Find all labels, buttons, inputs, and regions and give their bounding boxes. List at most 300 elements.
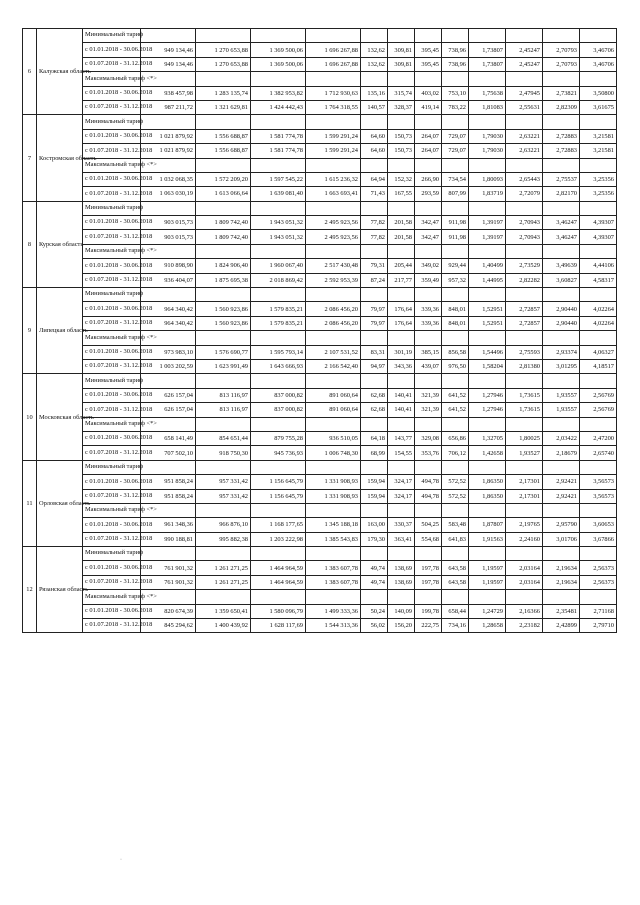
tariff-value-cell: 2 086 456,20 xyxy=(306,316,361,330)
tariff-value-cell xyxy=(506,115,543,129)
tariff-value-cell xyxy=(506,503,543,517)
tariff-value-cell: 3,60653 xyxy=(580,518,617,532)
tariff-value-cell: 1 597 545,22 xyxy=(251,172,306,186)
table-row xyxy=(23,201,617,215)
row-label: с 01.07.2018 - 31.12.2018 xyxy=(83,273,141,287)
tariff-value-cell: 1,27946 xyxy=(469,388,506,402)
row-label: с 01.01.2018 - 30.06.2018 xyxy=(83,86,141,100)
tariff-value-cell: 1 613 066,64 xyxy=(196,187,251,201)
tariff-value-cell xyxy=(361,547,388,561)
region-name: Орловская область xyxy=(37,460,83,546)
tariff-value-cell xyxy=(580,374,617,388)
tariff-value-cell: 903 015,73 xyxy=(141,216,196,230)
tariff-value-cell: 1,73807 xyxy=(469,43,506,57)
tariff-value-cell: 359,49 xyxy=(415,273,442,287)
table-row xyxy=(23,431,617,445)
tariff-value-cell: 1 464 964,59 xyxy=(251,561,306,575)
tariff-value-cell: 2,71168 xyxy=(580,604,617,618)
tariff-value-cell: 966 876,10 xyxy=(196,518,251,532)
tariff-value-cell: 2,56769 xyxy=(580,388,617,402)
tariff-value-cell: 1 599 291,24 xyxy=(306,144,361,158)
tariff-value-cell: 3,25356 xyxy=(580,172,617,186)
tariff-value-cell: 951 858,24 xyxy=(141,489,196,503)
tariff-value-cell xyxy=(388,331,415,345)
row-label: Максимальный тариф <*> xyxy=(83,503,141,517)
tariff-value-cell: 2 592 953,39 xyxy=(306,273,361,287)
tariff-value-cell: 1 560 923,86 xyxy=(196,302,251,316)
tariff-value-cell xyxy=(306,547,361,561)
row-label: с 01.07.2018 - 31.12.2018 xyxy=(83,575,141,589)
tariff-value-cell: 1 156 645,79 xyxy=(251,475,306,489)
tariff-value-cell: 329,08 xyxy=(415,431,442,445)
tariff-value-cell xyxy=(580,29,617,43)
table-row xyxy=(23,216,617,230)
tariff-value-cell xyxy=(469,460,506,474)
tariff-value-cell: 83,31 xyxy=(361,345,388,359)
row-label: Минимальный тариф xyxy=(83,115,141,129)
tariff-value-cell: 1 696 267,88 xyxy=(306,57,361,71)
tariff-value-cell: 945 736,93 xyxy=(251,446,306,460)
tariff-value-cell: 395,45 xyxy=(415,43,442,57)
tariff-value-cell: 813 116,97 xyxy=(196,403,251,417)
tariff-value-cell: 342,47 xyxy=(415,230,442,244)
tariff-value-cell: 1 261 271,25 xyxy=(196,575,251,589)
region-number: 11 xyxy=(23,460,37,546)
tariff-value-cell xyxy=(306,115,361,129)
tariff-value-cell xyxy=(361,201,388,215)
region-number: 12 xyxy=(23,547,37,633)
table-row xyxy=(23,187,617,201)
tariff-value-cell: 2,23182 xyxy=(506,619,543,633)
tariff-value-cell xyxy=(415,288,442,302)
tariff-value-cell: 1,87807 xyxy=(469,518,506,532)
tariff-value-cell: 266,90 xyxy=(415,172,442,186)
tariff-value-cell: 3,56573 xyxy=(580,475,617,489)
tariff-value-cell xyxy=(251,590,306,604)
tariff-value-cell: 658 141,49 xyxy=(141,431,196,445)
tariff-value-cell: 2,35481 xyxy=(543,604,580,618)
tariff-value-cell xyxy=(415,374,442,388)
row-label: Максимальный тариф <*> xyxy=(83,590,141,604)
tariff-value-cell: 324,17 xyxy=(388,489,415,503)
tariff-value-cell: 1 556 688,87 xyxy=(196,144,251,158)
tariff-value-cell xyxy=(196,590,251,604)
tariff-value-cell xyxy=(506,29,543,43)
tariff-value-cell: 62,68 xyxy=(361,403,388,417)
tariff-value-cell: 1 943 051,32 xyxy=(251,216,306,230)
region-name: Калужская область xyxy=(37,29,83,115)
tariff-value-cell: 2 495 923,56 xyxy=(306,216,361,230)
tariff-value-cell: 2,63221 xyxy=(506,144,543,158)
tariff-value-cell xyxy=(388,374,415,388)
table-row xyxy=(23,331,617,345)
row-label: с 01.01.2018 - 30.06.2018 xyxy=(83,259,141,273)
tariff-value-cell: 504,25 xyxy=(415,518,442,532)
tariff-value-cell: 1,73615 xyxy=(506,388,543,402)
tariff-value-cell: 2,56373 xyxy=(580,575,617,589)
row-label: Максимальный тариф <*> xyxy=(83,158,141,172)
tariff-value-cell xyxy=(141,374,196,388)
tariff-value-cell: 343,36 xyxy=(388,359,415,373)
tariff-value-cell xyxy=(251,201,306,215)
tariff-value-cell xyxy=(196,288,251,302)
tariff-value-cell: 911,98 xyxy=(442,230,469,244)
tariff-value-cell: 973 983,10 xyxy=(141,345,196,359)
tariff-value-cell: 1,79030 xyxy=(469,129,506,143)
tariff-value-cell xyxy=(251,503,306,517)
tariff-value-cell: 848,01 xyxy=(442,316,469,330)
tariff-value-cell: 2,70943 xyxy=(506,216,543,230)
tariff-value-cell: 1 579 835,21 xyxy=(251,316,306,330)
table-row xyxy=(23,532,617,546)
tariff-value-cell xyxy=(388,244,415,258)
tariff-value-cell xyxy=(442,331,469,345)
row-label: Минимальный тариф xyxy=(83,547,141,561)
tariff-value-cell xyxy=(580,288,617,302)
tariff-value-cell: 1 156 645,79 xyxy=(251,489,306,503)
tariff-value-cell: 2,47200 xyxy=(580,431,617,445)
tariff-value-cell: 879 755,28 xyxy=(251,431,306,445)
tariff-value-cell xyxy=(506,72,543,86)
tariff-value-cell xyxy=(361,29,388,43)
tariff-value-cell: 3,25356 xyxy=(580,187,617,201)
tariff-value-cell xyxy=(580,201,617,215)
tariff-value-cell: 439,07 xyxy=(415,359,442,373)
tariff-value-cell: 222,75 xyxy=(415,619,442,633)
tariff-value-cell xyxy=(388,547,415,561)
tariff-value-cell xyxy=(361,374,388,388)
tariff-value-cell: 494,78 xyxy=(415,475,442,489)
tariff-value-cell: 1,19597 xyxy=(469,561,506,575)
tariff-value-cell: 1 168 177,65 xyxy=(251,518,306,532)
tariff-value-cell: 64,18 xyxy=(361,431,388,445)
tariff-value-cell: 2,72079 xyxy=(506,187,543,201)
tariff-value-cell: 4,39307 xyxy=(580,216,617,230)
region-number: 6 xyxy=(23,29,37,115)
tariff-value-cell xyxy=(580,460,617,474)
table-row xyxy=(23,316,617,330)
tariff-value-cell xyxy=(306,460,361,474)
table-row xyxy=(23,288,617,302)
tariff-value-cell xyxy=(361,417,388,431)
tariff-value-cell: 1,52951 xyxy=(469,302,506,316)
tariff-value-cell xyxy=(415,503,442,517)
tariff-value-cell: 159,94 xyxy=(361,489,388,503)
tariff-value-cell: 201,58 xyxy=(388,216,415,230)
tariff-value-cell: 4,58317 xyxy=(580,273,617,287)
tariff-value-cell: 1 464 964,59 xyxy=(251,575,306,589)
tariff-value-cell xyxy=(388,158,415,172)
tariff-value-cell xyxy=(361,244,388,258)
tariff-value-cell: 1 270 653,88 xyxy=(196,43,251,57)
tariff-value-cell: 1 369 500,06 xyxy=(251,43,306,57)
tariff-value-cell xyxy=(361,115,388,129)
tariff-value-cell: 854 651,44 xyxy=(196,431,251,445)
tariff-value-cell: 1,39197 xyxy=(469,230,506,244)
tariff-value-cell: 1 579 835,21 xyxy=(251,302,306,316)
tariff-value-cell: 3,60827 xyxy=(543,273,580,287)
tariff-value-cell: 79,97 xyxy=(361,316,388,330)
tariff-value-cell: 87,24 xyxy=(361,273,388,287)
tariff-value-cell xyxy=(306,331,361,345)
tariff-value-cell: 2,73821 xyxy=(543,86,580,100)
tariff-value-cell: 951 858,24 xyxy=(141,475,196,489)
tariff-value-cell: 1 321 629,81 xyxy=(196,100,251,114)
tariff-value-cell: 1 809 742,40 xyxy=(196,230,251,244)
table-row xyxy=(23,619,617,633)
tariff-value-cell xyxy=(306,72,361,86)
tariff-value-cell: 643,58 xyxy=(442,561,469,575)
tariff-value-cell: 1,40499 xyxy=(469,259,506,273)
tariff-value-cell: 309,81 xyxy=(388,57,415,71)
row-label: с 01.01.2018 - 30.06.2018 xyxy=(83,216,141,230)
tariff-value-cell: 328,37 xyxy=(388,100,415,114)
tariff-value-cell xyxy=(196,503,251,517)
tariff-value-cell: 2,42899 xyxy=(543,619,580,633)
tariff-value-cell xyxy=(543,115,580,129)
tariff-value-cell: 2,72883 xyxy=(543,144,580,158)
tariff-value-cell xyxy=(442,29,469,43)
tariff-value-cell: 961 348,36 xyxy=(141,518,196,532)
tariff-value-cell: 2,56769 xyxy=(580,403,617,417)
tariff-value-cell: 820 674,39 xyxy=(141,604,196,618)
tariff-value-cell xyxy=(388,590,415,604)
table-row xyxy=(23,374,617,388)
tariff-value-cell: 2,92421 xyxy=(543,489,580,503)
tariff-value-cell: 140,09 xyxy=(388,604,415,618)
page-mark: · xyxy=(120,857,122,863)
tariff-value-cell xyxy=(543,331,580,345)
tariff-value-cell: 179,30 xyxy=(361,532,388,546)
tariff-value-cell: 976,50 xyxy=(442,359,469,373)
tariff-value-cell: 494,78 xyxy=(415,489,442,503)
tariff-value-cell xyxy=(415,29,442,43)
tariff-value-cell: 1,19597 xyxy=(469,575,506,589)
tariff-value-cell: 761 901,32 xyxy=(141,575,196,589)
tariff-value-cell xyxy=(306,29,361,43)
region-name: Костромская область xyxy=(37,115,83,201)
tariff-value-cell xyxy=(580,503,617,517)
tariff-value-cell: 3,50800 xyxy=(580,86,617,100)
tariff-value-cell: 1 021 879,92 xyxy=(141,144,196,158)
tariff-value-cell xyxy=(251,72,306,86)
tariff-value-cell xyxy=(251,374,306,388)
tariff-value-cell xyxy=(306,417,361,431)
tariff-value-cell xyxy=(469,29,506,43)
tariff-value-cell xyxy=(361,503,388,517)
tariff-value-cell: 1,52951 xyxy=(469,316,506,330)
tariff-value-cell xyxy=(361,590,388,604)
tariff-value-cell: 2,16366 xyxy=(506,604,543,618)
tariff-value-cell xyxy=(415,547,442,561)
tariff-value-cell xyxy=(415,115,442,129)
tariff-value-cell xyxy=(543,590,580,604)
tariff-value-cell xyxy=(388,460,415,474)
tariff-value-cell: 1,80025 xyxy=(506,431,543,445)
tariff-value-cell: 641,52 xyxy=(442,403,469,417)
tariff-value-cell: 734,16 xyxy=(442,619,469,633)
tariff-value-cell xyxy=(141,460,196,474)
tariff-value-cell xyxy=(580,331,617,345)
tariff-value-cell xyxy=(196,201,251,215)
tariff-value-cell xyxy=(442,417,469,431)
tariff-value-cell: 729,07 xyxy=(442,144,469,158)
tariff-value-cell: 1 556 688,87 xyxy=(196,129,251,143)
tariff-value-cell: 2,72857 xyxy=(506,302,543,316)
tariff-value-cell: 1 359 650,41 xyxy=(196,604,251,618)
tariff-value-cell: 64,94 xyxy=(361,172,388,186)
tariff-value-cell: 315,74 xyxy=(388,86,415,100)
tariff-value-cell: 2,81380 xyxy=(506,359,543,373)
tariff-value-cell xyxy=(196,460,251,474)
tariff-value-cell: 2,17301 xyxy=(506,489,543,503)
tariff-value-cell: 2,90440 xyxy=(543,316,580,330)
tariff-value-cell: 1 006 748,30 xyxy=(306,446,361,460)
tariff-value-cell: 1,86350 xyxy=(469,489,506,503)
tariff-value-cell xyxy=(543,244,580,258)
tariff-value-cell: 891 060,64 xyxy=(306,388,361,402)
tariff-value-cell xyxy=(141,547,196,561)
tariff-value-cell: 163,00 xyxy=(361,518,388,532)
row-label: Максимальный тариф <*> xyxy=(83,331,141,345)
tariff-value-cell: 3,46247 xyxy=(543,230,580,244)
table-row xyxy=(23,259,617,273)
tariff-value-cell: 1,42658 xyxy=(469,446,506,460)
tariff-value-cell: 1 032 068,35 xyxy=(141,172,196,186)
tariff-value-cell: 936 404,07 xyxy=(141,273,196,287)
tariff-value-cell: 734,54 xyxy=(442,172,469,186)
tariff-value-cell: 94,97 xyxy=(361,359,388,373)
tariff-value-cell xyxy=(141,29,196,43)
tariff-value-cell: 2,90440 xyxy=(543,302,580,316)
tariff-value-cell: 1 943 051,32 xyxy=(251,230,306,244)
tariff-value-cell: 626 157,04 xyxy=(141,388,196,402)
tariff-value-cell: 2,65443 xyxy=(506,172,543,186)
tariff-value-cell: 385,15 xyxy=(415,345,442,359)
tariff-value-cell: 656,86 xyxy=(442,431,469,445)
tariff-value-cell: 1 021 879,92 xyxy=(141,129,196,143)
tariff-value-cell: 572,52 xyxy=(442,489,469,503)
tariff-value-cell xyxy=(442,460,469,474)
tariff-value-cell: 1 595 793,14 xyxy=(251,345,306,359)
tariff-value-cell: 706,12 xyxy=(442,446,469,460)
tariff-value-cell xyxy=(442,115,469,129)
tariff-value-cell: 911,98 xyxy=(442,216,469,230)
tariff-value-cell: 1 615 236,32 xyxy=(306,172,361,186)
region-number: 10 xyxy=(23,374,37,460)
tariff-value-cell: 1 576 690,77 xyxy=(196,345,251,359)
tariff-value-cell: 1 383 607,78 xyxy=(306,575,361,589)
tariff-value-cell: 2 166 542,40 xyxy=(306,359,361,373)
tariff-value-cell: 293,59 xyxy=(415,187,442,201)
tariff-value-cell: 264,07 xyxy=(415,144,442,158)
row-label: с 01.07.2018 - 31.12.2018 xyxy=(83,619,141,633)
table-row xyxy=(23,503,617,517)
row-label: с 01.07.2018 - 31.12.2018 xyxy=(83,187,141,201)
tariff-value-cell xyxy=(388,503,415,517)
tariff-value-cell xyxy=(361,288,388,302)
tariff-value-cell: 641,83 xyxy=(442,532,469,546)
tariff-value-cell: 199,78 xyxy=(415,604,442,618)
table-row xyxy=(23,561,617,575)
table-row xyxy=(23,345,617,359)
tariff-value-cell xyxy=(415,590,442,604)
tariff-value-cell xyxy=(543,288,580,302)
tariff-value-cell: 1 383 607,78 xyxy=(306,561,361,575)
table-row xyxy=(23,604,617,618)
tariff-value-cell: 2,03164 xyxy=(506,561,543,575)
row-label: Максимальный тариф <*> xyxy=(83,244,141,258)
tariff-value-cell: 1,93527 xyxy=(506,446,543,460)
tariff-value-cell: 3,49639 xyxy=(543,259,580,273)
row-label: с 01.07.2018 - 31.12.2018 xyxy=(83,100,141,114)
tariff-value-cell: 2,70793 xyxy=(543,43,580,57)
tariff-value-cell xyxy=(361,158,388,172)
tariff-value-cell: 4,02264 xyxy=(580,316,617,330)
tariff-value-cell: 957,32 xyxy=(442,273,469,287)
tariff-value-cell xyxy=(196,158,251,172)
tariff-value-cell: 140,41 xyxy=(388,388,415,402)
tariff-value-cell: 738,96 xyxy=(442,57,469,71)
tariff-value-cell: 167,55 xyxy=(388,187,415,201)
row-label: с 01.07.2018 - 31.12.2018 xyxy=(83,403,141,417)
tariff-value-cell: 1,54496 xyxy=(469,345,506,359)
tariff-value-cell: 903 015,73 xyxy=(141,230,196,244)
tariff-value-cell: 135,16 xyxy=(361,86,388,100)
tariff-value-cell xyxy=(306,503,361,517)
tariff-value-cell xyxy=(442,590,469,604)
tariff-value-cell: 554,68 xyxy=(415,532,442,546)
row-label: Максимальный тариф <*> xyxy=(83,72,141,86)
tariff-value-cell xyxy=(469,72,506,86)
tariff-value-cell xyxy=(543,374,580,388)
tariff-value-cell xyxy=(251,158,306,172)
tariff-value-cell xyxy=(415,460,442,474)
tariff-value-cell: 1 623 991,49 xyxy=(196,359,251,373)
tariff-value-cell xyxy=(506,547,543,561)
tariff-value-cell: 1 424 442,43 xyxy=(251,100,306,114)
tariff-value-cell: 403,02 xyxy=(415,86,442,100)
tariff-value-cell xyxy=(469,503,506,517)
tariff-value-cell: 363,41 xyxy=(388,532,415,546)
tariff-value-cell: 837 000,82 xyxy=(251,403,306,417)
tariff-value-cell: 49,74 xyxy=(361,561,388,575)
tariff-value-cell: 583,48 xyxy=(442,518,469,532)
tariff-value-cell: 807,99 xyxy=(442,187,469,201)
table-row xyxy=(23,475,617,489)
tariff-value-cell: 77,82 xyxy=(361,216,388,230)
tariff-value-cell: 1,93557 xyxy=(543,403,580,417)
tariff-value-cell xyxy=(469,331,506,345)
tariff-value-cell xyxy=(141,201,196,215)
tariff-value-cell: 783,22 xyxy=(442,100,469,114)
row-label: с 01.01.2018 - 30.06.2018 xyxy=(83,518,141,532)
tariff-value-cell: 2,45247 xyxy=(506,57,543,71)
tariff-value-cell xyxy=(543,72,580,86)
tariff-value-cell xyxy=(469,201,506,215)
tariff-value-cell: 1,79030 xyxy=(469,144,506,158)
table-row xyxy=(23,359,617,373)
tariff-value-cell: 1 599 291,24 xyxy=(306,129,361,143)
table-row xyxy=(23,575,617,589)
tariff-value-cell: 1,91563 xyxy=(469,532,506,546)
tariff-value-cell: 4,02264 xyxy=(580,302,617,316)
tariff-value-cell: 150,73 xyxy=(388,144,415,158)
tariff-value-cell: 1 628 117,69 xyxy=(251,619,306,633)
row-label: с 01.01.2018 - 30.06.2018 xyxy=(83,43,141,57)
tariff-value-cell xyxy=(543,201,580,215)
tariff-value-cell xyxy=(543,547,580,561)
